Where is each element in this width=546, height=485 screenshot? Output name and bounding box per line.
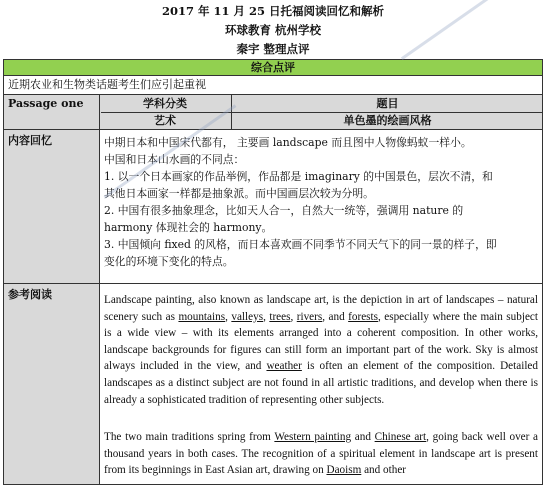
- link-trees[interactable]: trees: [269, 310, 291, 323]
- review-line: 3. 中国倾向 fixed 的风格，而日本喜欢画不同季节不同天气下的同一景的样子，即: [104, 238, 497, 251]
- summary-text: 近期农业和生物类话题考生们应引起重视: [8, 78, 206, 91]
- topic-header: 题目: [376, 97, 399, 110]
- link-mountains[interactable]: mountains: [178, 310, 226, 323]
- link-forests[interactable]: forests: [348, 310, 378, 323]
- passage-label: Passage one: [8, 97, 84, 110]
- category-header: 学科分类: [143, 97, 187, 110]
- review-line: 变化的环境下变化的特点。: [104, 255, 234, 268]
- link-valleys[interactable]: valleys: [231, 310, 264, 323]
- review-line: 2. 中国有很多抽象理念，比如天人合一，自然大一统等，强调用 nature 的: [104, 204, 464, 217]
- reference-paragraph-2: The two main traditions spring from Western painting and Chinese art, going back well over a thousand years in both cases. The recognition of a spiritual element in landscape art is present from its beginnings in East Asian art, drawing on Daoism and other: [104, 431, 539, 477]
- link-weather[interactable]: weather: [266, 360, 302, 373]
- reference-paragraph-1: Landscape painting, also known as landscape art, is the depiction in art of landscapes – natural scenery such as mountains, valleys, trees, rivers, and forests, especially where the main subject is a wide view – with its elements arranged into a coherent composition. In other works, landscape backgrounds for figures can still form an important part of the work. Sky is almost always included in the view, and weather is often an element of the composition. Detailed landscapes as a distinct subject are not found in all artistic traditions, and develop when there is already a sophisticated tradition of representing other subjects.: [104, 294, 538, 406]
- organization-line: 环球教育 杭州学校: [224, 23, 321, 37]
- link-western-painting[interactable]: Western painting: [274, 431, 352, 443]
- document-title: 2017 年 11 月 25 日托福阅读回忆和解析: [161, 4, 385, 18]
- link-rivers[interactable]: rivers: [296, 310, 323, 323]
- author-line: 秦宇 整理点评: [236, 42, 310, 56]
- review-line: 其他日本画家一样都是抽象派。而中国画层次较为分明。: [104, 187, 374, 200]
- summary-banner: 综合点评: [4, 60, 542, 75]
- link-chinese-art[interactable]: Chinese art: [374, 431, 427, 443]
- review-line: 中国和日本山水画的不同点：: [104, 153, 245, 166]
- category-value: 艺术: [154, 114, 176, 127]
- review-label: 内容回忆: [4, 130, 99, 283]
- review-line: harmony 体现社会的 harmony。: [104, 221, 273, 234]
- passage-table: [3, 59, 543, 485]
- review-line: 中期日本和中国宋代都有， 主要画 landscape 而且图中人物像蚂蚁一样小。: [104, 136, 472, 149]
- topic-value: 单色墨的绘画风格: [343, 114, 432, 127]
- link-daoism[interactable]: Daoism: [326, 464, 362, 477]
- reference-label: 参考阅读: [4, 284, 99, 484]
- review-line: 1. 以一个日本画家的作品举例，作品都是 imaginary 的中国景色，层次不清，和: [104, 170, 493, 183]
